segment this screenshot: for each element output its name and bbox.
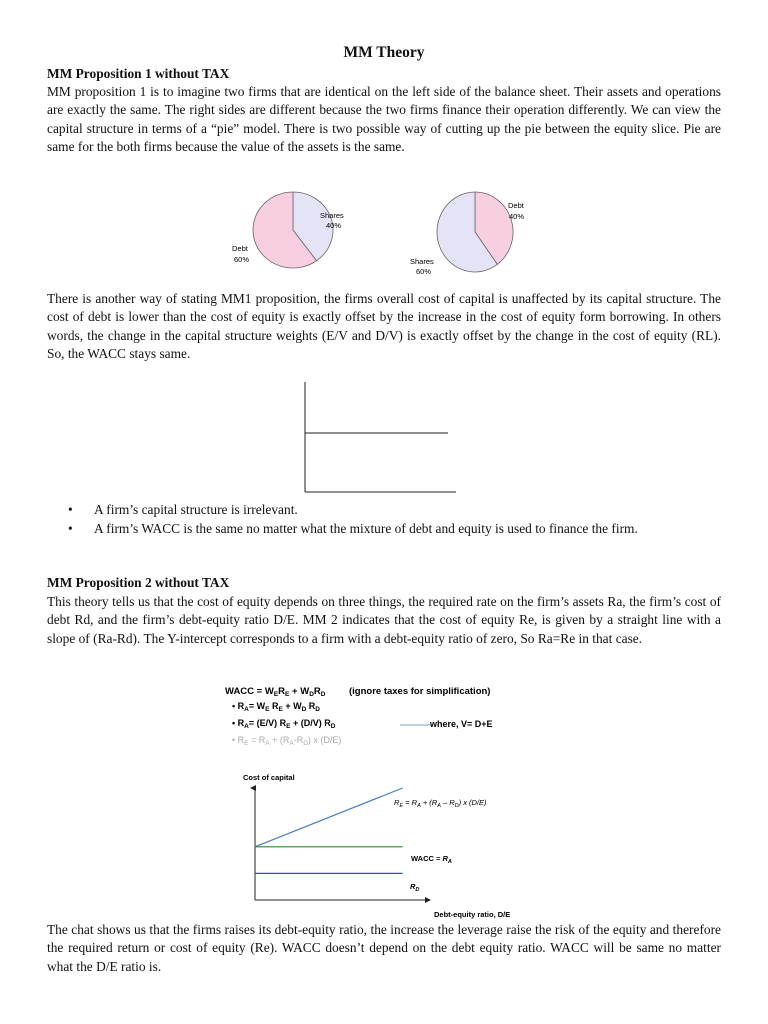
bullet-text: A firm’s WACC is the same no matter what the mixture of debt and equity is used to finance the firm. [94,521,638,536]
bullet-item [68,520,721,538]
formula-line-4: • $R_E = R_A + (R_A-R_D)$ x (D/E) [232,735,342,747]
formula-line-3: • $R_A= (E/V) R_E + (D/V)$ $R_D$ [232,718,336,730]
pie1-debt-label: Debt [232,244,248,253]
formula-line-1: WACC = $W_ER_E + W_DR_D$ [225,686,326,698]
section1-paragraph-2: There is another way of stating MM1 proposition, the firms overall cost of capital is unaffected by its capital structure. The cost of debt is lower than the cost of equity is exactly offset by the increase in the cost of equity form borrowing. In others words, the change in the capital structure weights (E/V and D/V) is exactly offset by the change in the cost of equity (RL). So, the WACC stays same. [47,291,721,361]
re-line [255,788,403,847]
pie1-debt-pct: 60% [234,255,250,264]
chart-xlabel: Debt-equity ratio, D/E [434,910,511,919]
section2-heading: MM Proposition 2 without TAX [47,575,230,590]
formula-where: where, V= D+E [430,719,493,729]
bullet-item [68,501,721,519]
bullet-dot: • [68,502,73,517]
section2-paragraph-1: This theory tells us that the cost of equity depends on three things, the required rate on the firm’s assets Ra, the firm’s cost of debt Rd, and the firm’s debt-equity ratio D/E. MM 2 indicates that the cost of equity Re, is given by a straight line with a slope of (Ra-Rd). The Y-intercept corresponds to a firm with a debt-equity ratio of zero, So Ra=Re in that case. [47,594,721,646]
formula-note: (ignore taxes for simplification) [349,686,491,697]
formula-block [222,682,522,752]
pie-charts [220,190,530,280]
re-label: $R_E = R_A + (R_A - R_D)$ x (D/E) [394,798,487,809]
pie2-shares-label: Shares [410,257,434,266]
section2-paragraph-2: The chat shows us that the firms raises its debt-equity ratio, the increase the leverage raise the risk of the equity and therefore the required return or cost of equity (Re). WACC doesn’t depend on the debt equity ratio. WACC will be same no matter what the D/E ratio is. [47,922,721,974]
mm2-cost-of-capital-chart [238,766,528,921]
bullet-dot: • [68,521,73,536]
section1-paragraph-1: MM proposition 1 is to imagine two firms that are identical on the left side of the balance sheet. Their assets and operations are exactly the same. The right sides are different because the two firms finance their operation differently. We can view the capital structure in terms of a “pie” model. There is two possible way of cutting up the pie between the equity slice. Pie are same for the both firms because the value of the assets is the same. [47,84,721,154]
page-title: MM Theory [343,44,425,61]
pie-chart-1 [232,192,344,268]
pie1-shares-pct: 40% [326,221,342,230]
pie-chart-2 [410,192,525,276]
pie1-shares-label: Shares [320,211,344,220]
wacc-label: WACC = $R_A$ [411,854,452,865]
bullet-text: A firm’s capital structure is irrelevant. [94,502,298,517]
formula-line-2: • $R_A= W_E$ $R_E + W_D$ $R_D$ [232,701,320,713]
pie2-shares-pct: 60% [416,267,432,276]
pie2-debt-pct: 40% [509,212,525,221]
chart-ylabel: Cost of capital [243,773,295,782]
rd-label: $R_D$ [410,882,420,893]
pie2-debt-label: Debt [508,201,524,210]
wacc-flat-graph [298,380,460,495]
section1-heading: MM Proposition 1 without TAX [47,66,230,81]
